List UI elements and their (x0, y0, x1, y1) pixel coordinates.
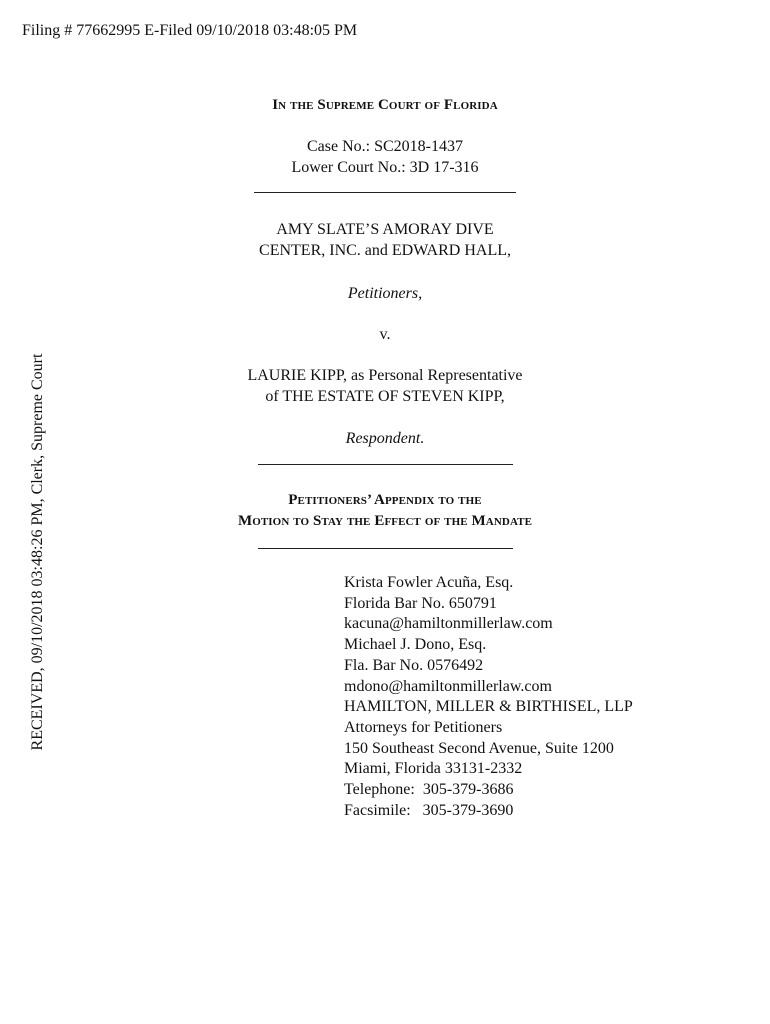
sig-line: Facsimile: 305-379-3690 (344, 801, 514, 819)
document-title-line-1: Petitioners’ Appendix to the (288, 492, 482, 508)
divider-rule (258, 548, 513, 549)
court-heading (0, 95, 770, 116)
versus: v. (379, 326, 391, 343)
lower-court-number: Lower Court No.: 3D 17-316 (291, 159, 479, 176)
court-name: In the Supreme Court of Florida (272, 97, 498, 113)
divider-rule (258, 464, 513, 465)
sig-line: Florida Bar No. 650791 (344, 594, 497, 612)
petitioners-role-block (0, 283, 770, 304)
respondent-name-line-1: LAURIE KIPP, as Personal Representative (247, 367, 523, 384)
filing-header: Filing # 77662995 E-Filed 09/10/2018 03:48:05 PM (22, 22, 358, 39)
respondent-role-block (0, 428, 770, 449)
petitioner-name-line-2: CENTER, INC. and EDWARD HALL, (259, 242, 511, 259)
petitioners-block (0, 219, 770, 261)
divider-rule (254, 192, 516, 193)
sig-line: Krista Fowler Acuña, Esq. (344, 574, 514, 591)
respondent-block (0, 365, 770, 407)
petitioners-role: Petitioners, (347, 285, 423, 302)
versus-block (0, 324, 770, 345)
sig-line: Fla. Bar No. 0576492 (344, 656, 484, 674)
case-numbers (0, 136, 770, 178)
respondent-role: Respondent. (345, 430, 425, 447)
signature-block (344, 573, 633, 821)
sig-line: 150 Southeast Second Avenue, Suite 1200 (344, 739, 614, 757)
respondent-name-line-2: of THE ESTATE OF STEVEN KIPP, (265, 388, 505, 405)
sig-line: Telephone: 305-379-3686 (344, 781, 514, 799)
sig-line: HAMILTON, MILLER & BIRTHISEL, LLP (344, 698, 633, 716)
sig-email-link[interactable]: kacuna@hamiltonmillerlaw.com (344, 615, 553, 633)
sig-email-link[interactable]: mdono@hamiltonmillerlaw.com (344, 677, 552, 695)
sig-line: Attorneys for Petitioners (344, 718, 503, 736)
sig-line: Miami, Florida 33131-2332 (344, 760, 523, 778)
petitioner-name-line-1: AMY SLATE’S AMORAY DIVE (276, 221, 494, 238)
sig-line: Michael J. Dono, Esq. (344, 636, 487, 654)
case-number: Case No.: SC2018-1437 (307, 138, 463, 155)
document-title (0, 490, 770, 532)
document-title-line-2: Motion to Stay the Effect of the Mandate (237, 513, 533, 529)
received-stamp: RECEIVED, 09/10/2018 03:48:26 PM, Clerk, Supreme Court (29, 353, 46, 751)
